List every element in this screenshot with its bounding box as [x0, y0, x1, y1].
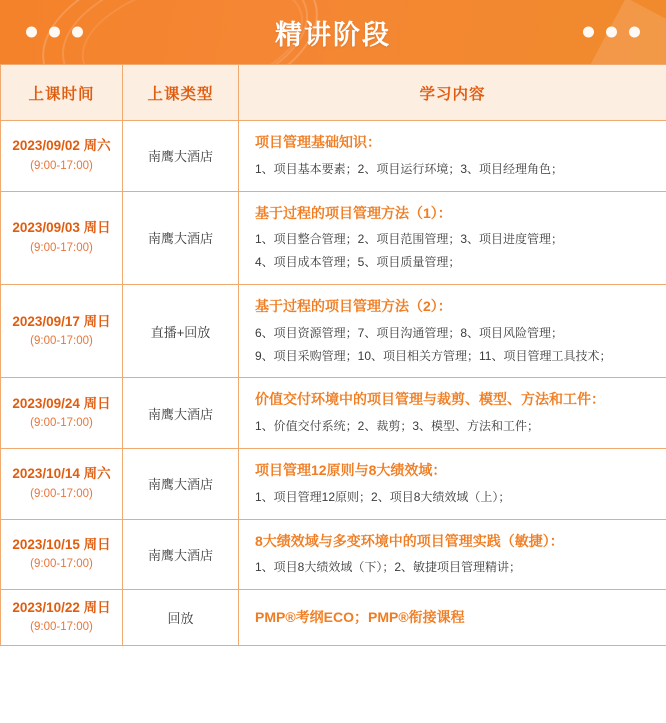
content-title: 基于过程的项目管理方法（2）： [255, 297, 452, 314]
table-row [1, 378, 666, 449]
table-header-row [1, 65, 666, 121]
session-date: 2023/09/02 周六 [12, 138, 111, 154]
cell-time [1, 590, 123, 646]
content-line: 1、价值交付系统；2、裁剪；3、模型、方法和工件； [255, 419, 540, 434]
content-line: 1、项目基本要素；2、项目运行环境；3、项目经理角色； [255, 161, 564, 176]
cell-time [1, 191, 123, 284]
table-row [1, 448, 666, 519]
header-dots-right [583, 27, 640, 38]
cell-content [239, 191, 666, 284]
content-line: 1、项目8大绩效域（下）；2、敏捷项目管理精讲； [255, 560, 522, 575]
schedule-rows [1, 121, 666, 646]
cell-content [239, 448, 666, 519]
cell-time [1, 121, 123, 192]
content-line: 6、项目资源管理；7、项目沟通管理；8、项目风险管理； [255, 325, 564, 340]
cell-time [1, 519, 123, 590]
dot-icon [583, 27, 594, 38]
content-title: 项目管理12原则与8大绩效域： [255, 461, 447, 478]
table-row [1, 121, 666, 192]
cell-content [239, 284, 666, 377]
cell-type: 直播+回放 [123, 284, 239, 377]
cell-content [239, 121, 666, 192]
session-time: (9:00-17:00) [30, 417, 93, 430]
content-line: 9、项目采购管理；10、项目相关方管理；11、项目管理工具技术； [255, 348, 612, 363]
content-line: 1、项目管理12原则；2、项目8大绩效域（上）； [255, 489, 511, 504]
cell-time [1, 448, 123, 519]
session-time: (9:00-17:00) [30, 558, 93, 571]
cell-type: 南鹰大酒店 [123, 121, 239, 192]
session-time: (9:00-17:00) [30, 159, 93, 172]
session-date: 2023/10/14 周六 [12, 466, 111, 482]
dot-icon [606, 27, 617, 38]
session-time: (9:00-17:00) [30, 621, 93, 634]
content-line: 1、项目整合管理；2、项目范围管理；3、项目进度管理； [255, 232, 564, 247]
cell-time [1, 378, 123, 449]
table-row [1, 519, 666, 590]
session-date: 2023/09/24 周日 [12, 395, 111, 411]
session-time: (9:00-17:00) [30, 241, 93, 254]
cell-type: 南鹰大酒店 [123, 191, 239, 284]
content-line: 4、项目成本管理；5、项目质量管理； [255, 255, 461, 270]
content-title: 基于过程的项目管理方法（1）： [255, 204, 452, 221]
dot-icon [629, 27, 640, 38]
cell-content [239, 519, 666, 590]
page-title: 精讲阶段 [275, 19, 391, 50]
table-row [1, 590, 666, 646]
cell-content [239, 590, 666, 646]
cell-type: 南鹰大酒店 [123, 519, 239, 590]
table-row [1, 191, 666, 284]
cell-type: 南鹰大酒店 [123, 448, 239, 519]
content-title: 8大绩效域与多变环境中的项目管理实践（敏捷）： [255, 532, 564, 549]
cell-type: 回放 [123, 590, 239, 646]
session-time: (9:00-17:00) [30, 335, 93, 348]
session-time: (9:00-17:00) [30, 487, 93, 500]
table-row [1, 284, 666, 377]
poster-header [0, 0, 666, 64]
column-header-content: 学习内容 [239, 65, 666, 121]
content-title: PMP®考纲ECO；PMP®衔接课程 [255, 608, 465, 625]
cell-type: 南鹰大酒店 [123, 378, 239, 449]
session-date: 2023/10/15 周日 [12, 537, 111, 553]
column-header-time: 上课时间 [1, 65, 123, 121]
cell-time [1, 284, 123, 377]
session-date: 2023/09/17 周日 [12, 313, 111, 329]
column-header-type: 上课类型 [123, 65, 239, 121]
content-title: 价值交付环境中的项目管理与裁剪、模型、方法和工件： [255, 391, 605, 408]
session-date: 2023/09/03 周日 [12, 220, 111, 236]
schedule-table [0, 64, 666, 646]
content-title: 项目管理基础知识： [255, 134, 381, 150]
session-date: 2023/10/22 周日 [12, 600, 111, 616]
cell-content [239, 378, 666, 449]
